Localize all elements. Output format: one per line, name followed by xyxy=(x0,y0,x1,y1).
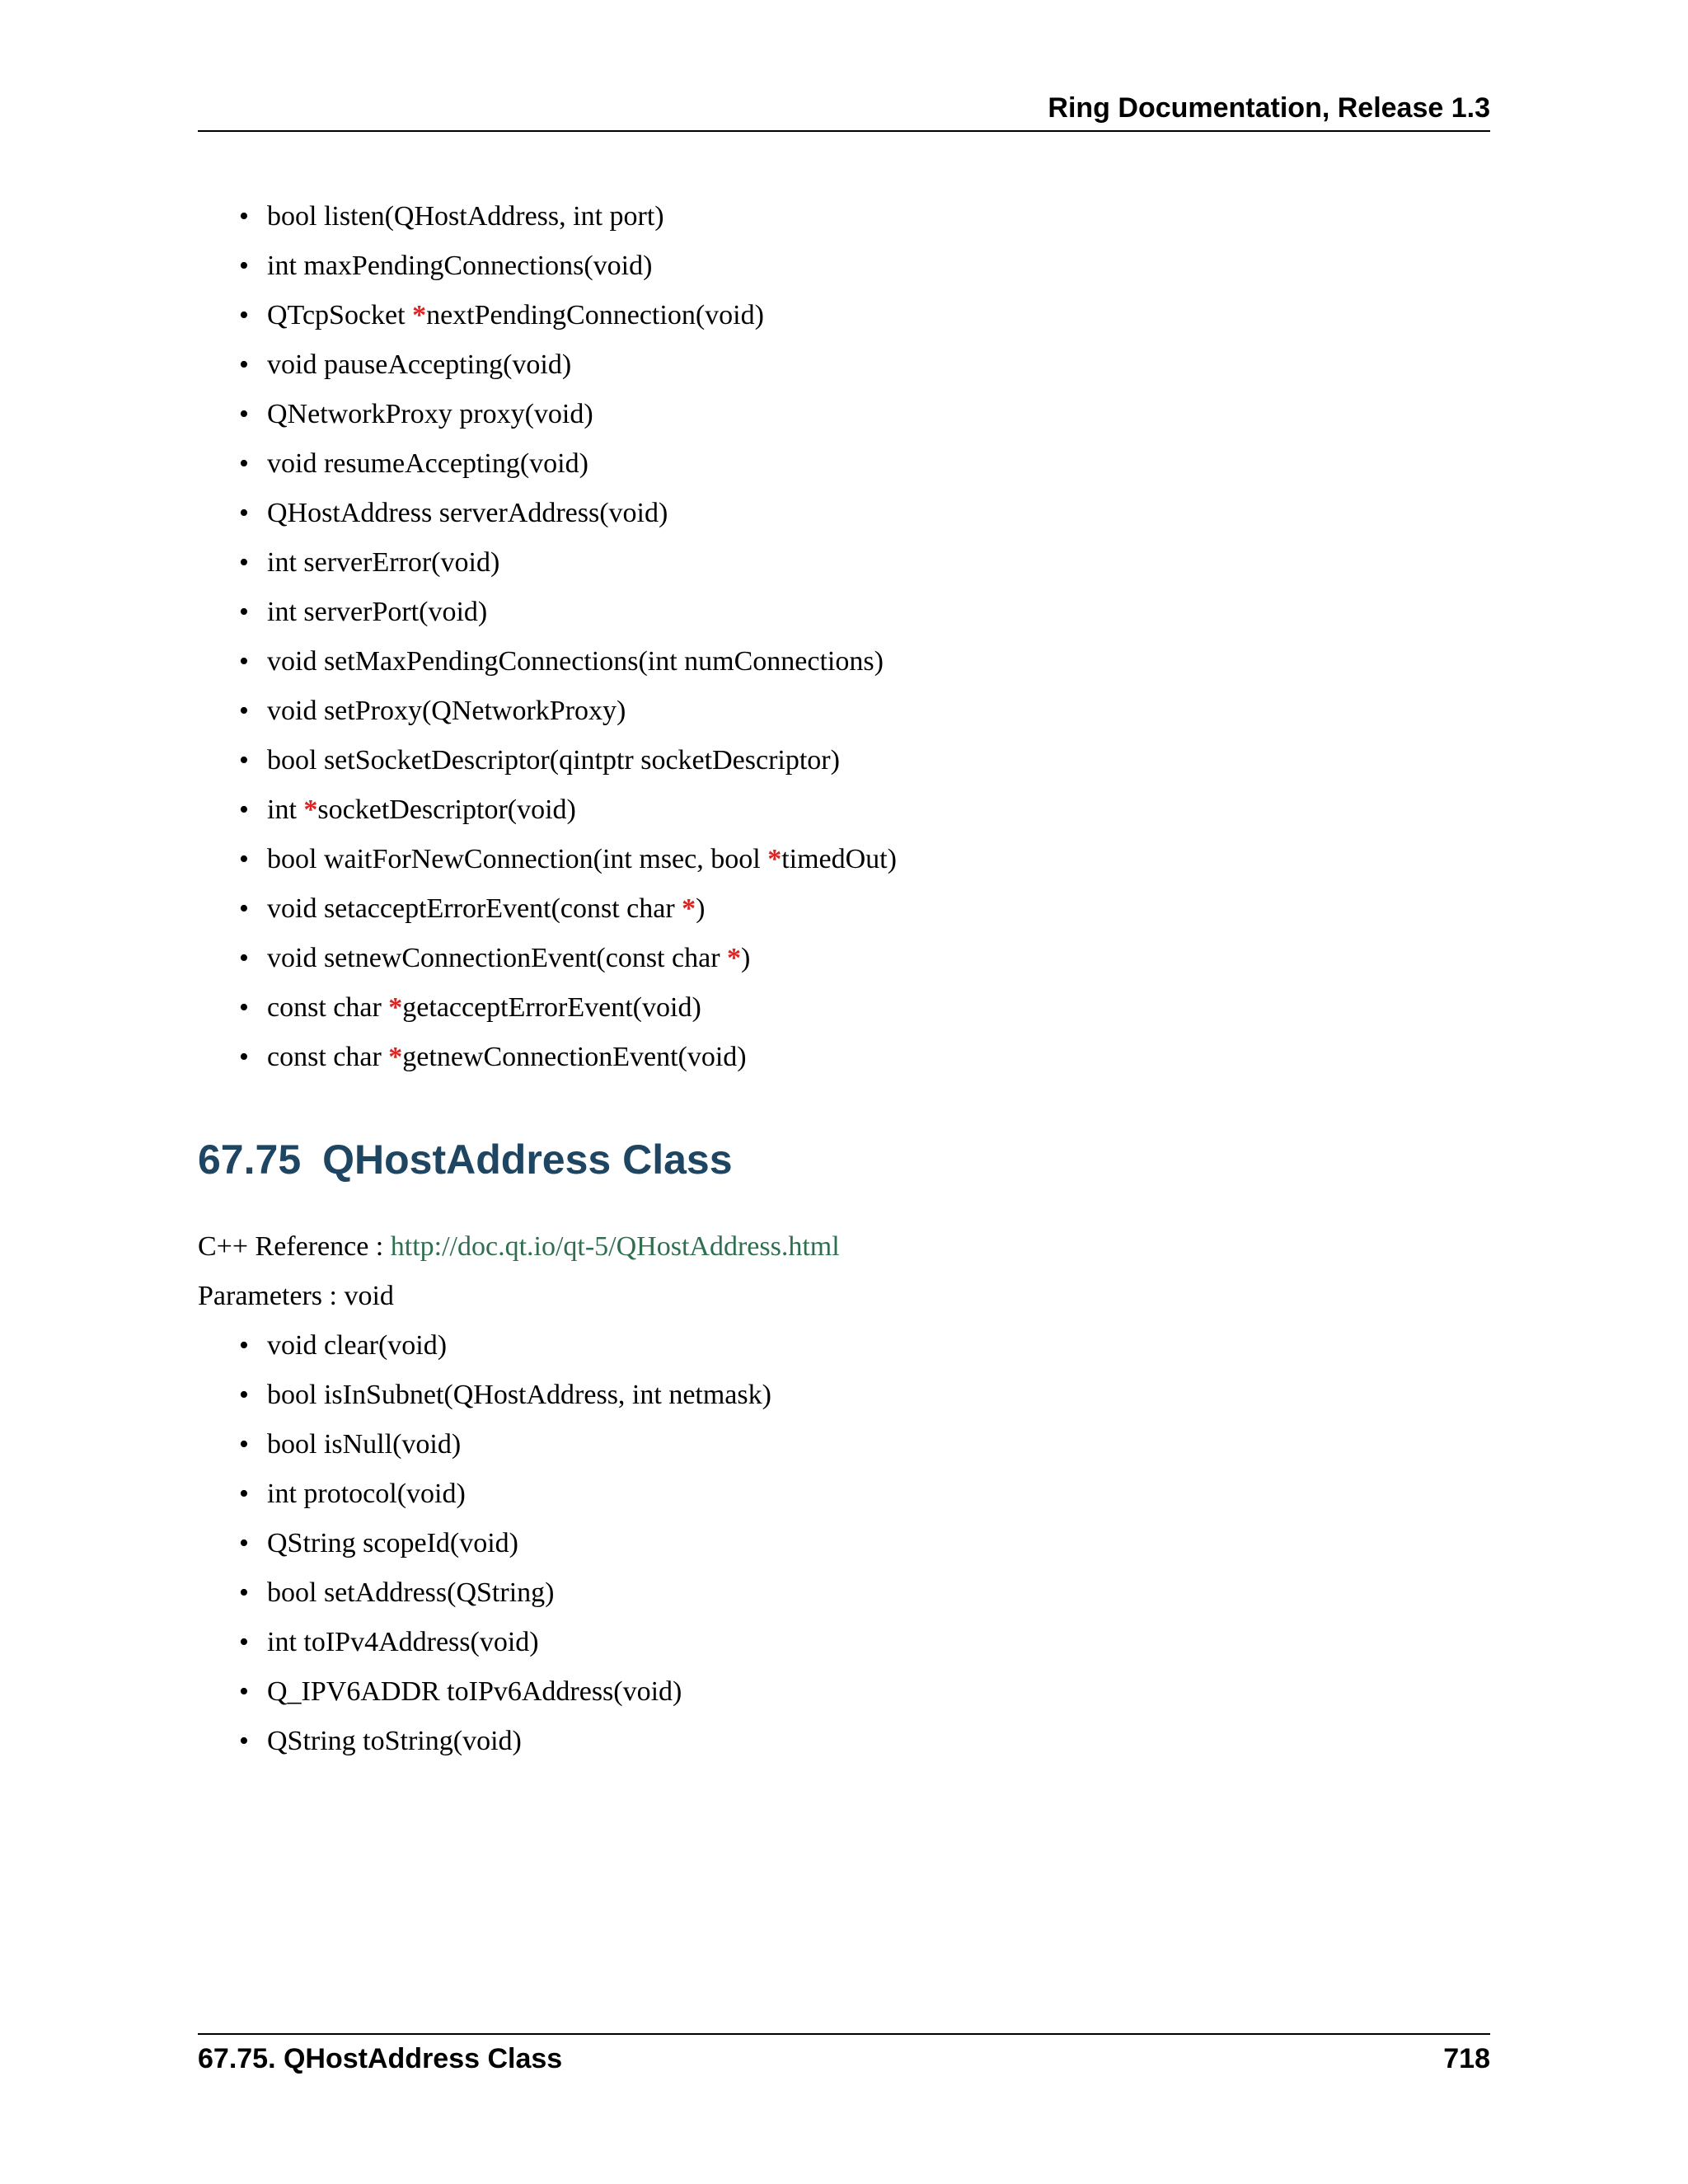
method-item xyxy=(239,785,897,835)
pointer-asterisk: * xyxy=(412,300,427,330)
page-footer xyxy=(198,2033,1490,2074)
method-item xyxy=(239,1321,771,1371)
pointer-asterisk: * xyxy=(388,1042,403,1072)
pointer-asterisk: * xyxy=(767,844,782,874)
method-item xyxy=(239,1618,771,1667)
method-item xyxy=(239,489,897,538)
qhostaddress-method-list xyxy=(239,1321,771,1766)
method-text-suffix: ) xyxy=(741,943,751,973)
method-text: int serverPort(void) xyxy=(267,597,488,627)
pointer-asterisk: * xyxy=(388,992,403,1023)
method-text: void setProxy(QNetworkProxy) xyxy=(267,696,626,726)
method-text: void pauseAccepting(void) xyxy=(267,349,572,380)
method-text: QNetworkProxy proxy(void) xyxy=(267,399,593,429)
method-text: bool setAddress(QString) xyxy=(267,1577,555,1608)
method-item xyxy=(239,687,897,736)
section-heading xyxy=(198,1131,733,1188)
method-text: QString toString(void) xyxy=(267,1726,522,1756)
method-text-suffix: timedOut) xyxy=(781,844,897,874)
method-item xyxy=(239,1568,771,1618)
method-item xyxy=(239,983,897,1033)
method-text: int protocol(void) xyxy=(267,1479,466,1509)
method-item xyxy=(239,1519,771,1568)
method-text: void resumeAccepting(void) xyxy=(267,448,588,479)
method-text: int serverError(void) xyxy=(267,547,500,578)
method-text: const char xyxy=(267,1042,389,1072)
method-item xyxy=(239,1420,771,1469)
method-text-suffix: ) xyxy=(696,893,706,924)
method-item xyxy=(239,1667,771,1717)
method-item xyxy=(239,637,897,687)
section-number: 67.75 xyxy=(198,1137,302,1183)
method-item xyxy=(239,588,897,637)
method-item xyxy=(239,736,897,785)
pointer-asterisk: * xyxy=(727,943,742,973)
method-text: QHostAddress serverAddress(void) xyxy=(267,498,668,528)
method-text: void setnewConnectionEvent(const char xyxy=(267,943,728,973)
footer-section-label: 67.75. QHostAddress Class xyxy=(198,2043,563,2074)
running-header-title: Ring Documentation, Release 1.3 xyxy=(1048,92,1490,124)
method-item xyxy=(239,390,897,439)
page-number: 718 xyxy=(1443,2043,1490,2074)
method-text-suffix: nextPendingConnection(void) xyxy=(426,300,764,330)
method-text: bool waitForNewConnection(int msec, bool xyxy=(267,844,768,874)
method-item xyxy=(239,835,897,884)
method-text-suffix: socketDescriptor(void) xyxy=(317,794,576,825)
method-text-suffix: getnewConnectionEvent(void) xyxy=(402,1042,747,1072)
pointer-asterisk: * xyxy=(682,893,696,924)
method-item xyxy=(239,538,897,588)
method-item xyxy=(239,192,897,241)
method-item xyxy=(239,291,897,340)
section-title-text: QHostAddress Class xyxy=(322,1137,733,1183)
method-item xyxy=(239,884,897,934)
parameters-line: Parameters : void xyxy=(198,1281,394,1311)
method-item xyxy=(239,439,897,489)
method-text-suffix: getacceptErrorEvent(void) xyxy=(402,992,701,1023)
reference-link[interactable]: http://doc.qt.io/qt-5/QHostAddress.html xyxy=(390,1231,840,1262)
method-text: QTcpSocket xyxy=(267,300,413,330)
method-text: void setMaxPendingConnections(int numConnections) xyxy=(267,646,884,677)
method-text: bool setSocketDescriptor(qintptr socketDescriptor) xyxy=(267,745,840,776)
page-header xyxy=(198,92,1490,132)
method-text: int xyxy=(267,794,304,825)
method-text: void clear(void) xyxy=(267,1330,448,1361)
method-text: QString scopeId(void) xyxy=(267,1528,519,1558)
reference-label: C++ Reference : xyxy=(198,1231,391,1262)
method-item xyxy=(239,241,897,291)
cpp-reference-line xyxy=(198,1222,840,1272)
method-item xyxy=(239,340,897,390)
method-text: const char xyxy=(267,992,389,1023)
method-item xyxy=(239,934,897,983)
method-item xyxy=(239,1469,771,1519)
method-item xyxy=(239,1033,897,1082)
method-text: bool isInSubnet(QHostAddress, int netmask) xyxy=(267,1380,771,1410)
qtcpserver-method-list xyxy=(239,192,897,1082)
method-item xyxy=(239,1371,771,1420)
method-item xyxy=(239,1717,771,1766)
method-text: bool isNull(void) xyxy=(267,1429,462,1460)
method-text: int maxPendingConnections(void) xyxy=(267,251,653,281)
method-text: int toIPv4Address(void) xyxy=(267,1627,539,1657)
method-text: void setacceptErrorEvent(const char xyxy=(267,893,682,924)
method-text: Q_IPV6ADDR toIPv6Address(void) xyxy=(267,1676,682,1707)
method-text: bool listen(QHostAddress, int port) xyxy=(267,201,664,232)
pointer-asterisk: * xyxy=(303,794,318,825)
